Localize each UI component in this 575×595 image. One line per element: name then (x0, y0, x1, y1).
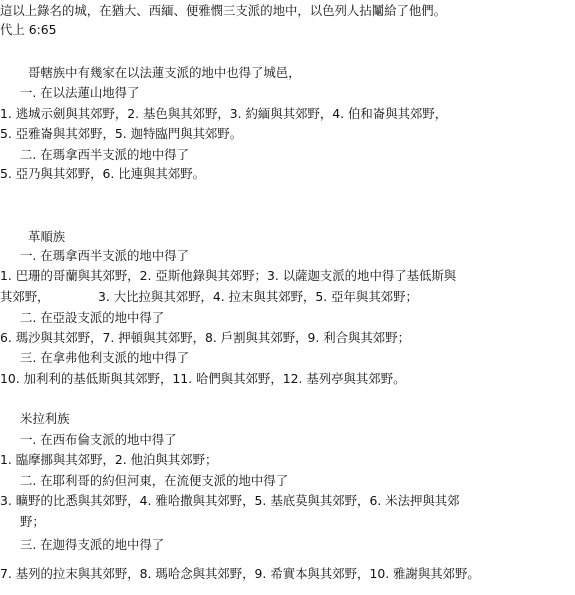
merari-heading: 米拉利族 (20, 411, 70, 426)
intro-line: 這以上錄名的城，在猶大、西緬、便雅憫三支派的地中，以色列人拈鬮給了他們。 (0, 3, 447, 18)
kohath-towns-line: 5. 亞雅崙與其郊野，5. 迦特臨門與其郊野。 (0, 126, 243, 141)
gershon-section-2-title: 二. 在亞設支派的地中得了 (20, 310, 165, 325)
kohath-towns-line: 1. 逃城示劍與其郊野，2. 基色與其郊野，3. 約緬與其郊野，4. 伯和崙與其郊野， (0, 106, 448, 121)
gershon-towns-line: 其郊野， (0, 289, 50, 304)
merari-section-2-title: 二. 在耶利哥的約但河東，在流便支派的地中得了 (20, 473, 289, 488)
gershon-heading: 革順族 (28, 229, 66, 244)
kohath-towns-line: 5. 亞乃與其郊野，6. 比連與其郊野。 (0, 166, 205, 181)
gershon-towns-line: 3. 大比拉與其郊野，4. 拉末與其郊野，5. 亞年與其郊野； (98, 289, 418, 304)
kohath-section-1-title: 一. 在以法蓮山地得了 (20, 85, 140, 100)
gershon-towns-line: 10. 加利利的基低斯與其郊野，11. 哈們與其郊野，12. 基列亭與其郊野。 (0, 371, 406, 386)
merari-section-3-title: 三. 在迦得支派的地中得了 (20, 537, 165, 552)
gershon-section-1-title: 一. 在瑪拿西半支派的地中得了 (20, 248, 189, 263)
merari-towns-line: 3. 曠野的比悉與其郊野，4. 雅哈撒與其郊野，5. 基底莫與其郊野，6. 米法押與其郊 (0, 493, 460, 508)
kohath-heading: 哥轄族中有幾家在以法蓮支派的地中也得了城邑， (28, 65, 301, 80)
gershon-towns-line: 6. 瑪沙與其郊野，7. 押頓與其郊野，8. 戶割與其郊野，9. 利合與其郊野； (0, 330, 410, 345)
merari-towns-line: 1. 臨摩挪與其郊野，2. 他泊與其郊野； (0, 452, 218, 467)
merari-towns-line: 7. 基列的拉末與其郊野，8. 瑪哈念與其郊野，9. 希實本與其郊野，10. 雅謝與其郊野。 (0, 566, 480, 581)
scripture-reference: 代上 6:65 (0, 22, 57, 37)
gershon-section-3-title: 三. 在拿弗他利支派的地中得了 (20, 350, 189, 365)
merari-towns-line: 野； (20, 514, 45, 529)
gershon-towns-line: 1. 巴珊的哥蘭與其郊野，2. 亞斯他錄與其郊野；3. 以薩迦支派的地中得了基低斯與 (0, 268, 457, 283)
merari-section-1-title: 一. 在西布倫支派的地中得了 (20, 432, 177, 447)
kohath-section-2-title: 二. 在瑪拿西半支派的地中得了 (20, 147, 189, 162)
